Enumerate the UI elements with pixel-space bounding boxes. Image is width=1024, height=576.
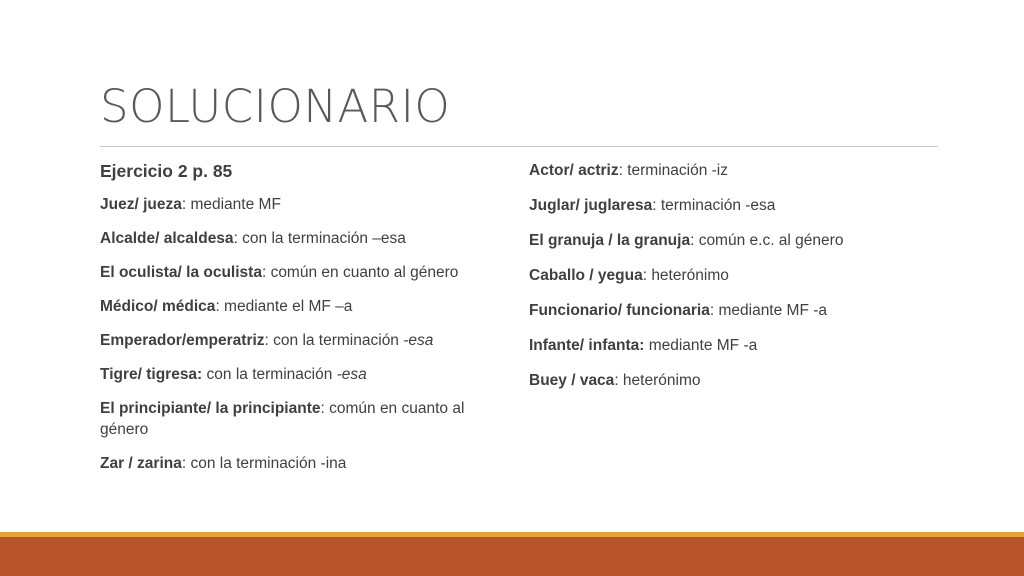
item-description: : heterónimo bbox=[642, 267, 729, 284]
item-term: Tigre/ tigresa: bbox=[100, 366, 203, 383]
item-description: : con la terminación -ina bbox=[181, 455, 347, 472]
item-description: : terminación -esa bbox=[652, 197, 776, 214]
list-item bbox=[100, 262, 515, 283]
list-item bbox=[100, 453, 515, 474]
list-item bbox=[100, 194, 515, 215]
item-description: : común en cuanto al género bbox=[100, 400, 465, 438]
item-term: Emperador/emperatriz bbox=[100, 332, 265, 349]
item-description: : mediante MF -a bbox=[709, 302, 828, 319]
item-description: : terminación -iz bbox=[618, 162, 728, 179]
item-description: : mediante el MF –a bbox=[215, 298, 353, 315]
item-term: Caballo / yegua bbox=[529, 267, 643, 284]
list-item bbox=[529, 370, 929, 391]
item-term: Funcionario/ funcionaria bbox=[529, 302, 710, 319]
list-item bbox=[529, 265, 929, 286]
title-divider bbox=[100, 146, 938, 147]
list-item bbox=[100, 228, 515, 249]
item-description: : con la terminación bbox=[264, 332, 404, 349]
list-item bbox=[100, 398, 515, 440]
list-item bbox=[100, 330, 515, 351]
list-item bbox=[529, 335, 929, 356]
item-term: Alcalde/ alcaldesa bbox=[100, 230, 234, 247]
item-description: : común en cuanto al género bbox=[261, 264, 459, 281]
item-term: Actor/ actriz bbox=[529, 162, 619, 179]
footer-band bbox=[0, 537, 1024, 576]
exercise-heading: Ejercicio 2 p. 85 bbox=[100, 161, 233, 181]
item-term: Infante/ infanta: bbox=[529, 337, 645, 354]
list-item bbox=[529, 195, 929, 216]
slide-title: SOLUCIONARIO bbox=[100, 80, 451, 133]
item-description: con la terminación bbox=[202, 366, 337, 383]
item-description: : común e.c. al género bbox=[690, 232, 844, 249]
list-item bbox=[100, 296, 515, 317]
item-term: Zar / zarina bbox=[100, 455, 182, 472]
list-item bbox=[529, 300, 929, 321]
item-description: : con la terminación –esa bbox=[233, 230, 406, 247]
item-description: mediante MF -a bbox=[644, 337, 758, 354]
item-term: Juglar/ juglaresa bbox=[529, 197, 653, 214]
item-term: Buey / vaca bbox=[529, 372, 615, 389]
list-item bbox=[529, 230, 929, 251]
item-description: : heterónimo bbox=[614, 372, 701, 389]
item-term: El oculista/ la oculista bbox=[100, 264, 262, 281]
item-term: Médico/ médica bbox=[100, 298, 216, 315]
list-item bbox=[100, 364, 515, 385]
item-suffix: -esa bbox=[336, 366, 367, 383]
item-suffix: -esa bbox=[403, 332, 434, 349]
item-term: El granuja / la granuja bbox=[529, 232, 691, 249]
right-column bbox=[529, 160, 929, 405]
left-column bbox=[100, 160, 515, 487]
item-term: Juez/ jueza bbox=[100, 196, 182, 213]
item-term: El principiante/ la principiante bbox=[100, 400, 321, 417]
list-item bbox=[529, 160, 929, 181]
item-description: : mediante MF bbox=[181, 196, 281, 213]
